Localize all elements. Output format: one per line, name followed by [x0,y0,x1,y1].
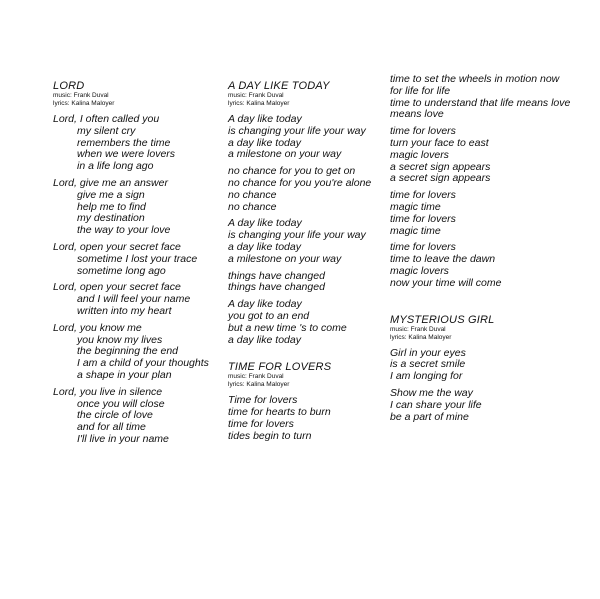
lyrics-credit: lyrics: Kalina Maloyer [228,381,290,389]
lyric-line: and for all time [77,421,146,434]
stanza [390,190,590,237]
lyric-line: Show me the way [390,386,473,399]
music-credit: music: Frank Duval [228,92,284,99]
stanza [53,178,223,237]
song-title: A DAY LIKE TODAY [228,80,330,92]
lyric-line: A day like today [228,113,302,125]
lyric-line: Lord, you know me [53,321,142,334]
lyric-line: a day like today [228,240,301,253]
lyric-line: time for lovers [390,241,456,254]
lyric-line: but a new time 's to come [228,321,347,334]
lyric-line: things have changed [228,281,325,294]
lyric-line: no chance [228,188,277,201]
stanza [53,323,223,382]
music-credit: music: Frank Duval [228,373,284,381]
song-title: LORD [53,80,85,92]
lyric-line: the beginning the end [77,345,179,358]
song-credits [53,92,223,108]
lyrics-credit: lyrics: Kalina Maloyer [53,100,115,107]
lyric-line: you know my lives [77,333,163,346]
lyric-line: A day like today [228,217,302,230]
lyric-line: time to understand that life means love [390,96,571,109]
song-credits [228,92,388,108]
lyric-line: turn your face to east [390,136,489,149]
lyric-line: a secret sign appears [390,160,491,173]
stanza [390,348,590,383]
song-title: MYSTERIOUS GIRL [390,313,495,326]
lyric-line: time for lovers [390,212,456,225]
stanza [228,114,388,161]
lyric-line: a milestone on your way [228,252,342,265]
lyric-line: Lord, you live in silence [53,385,163,398]
lyric-line: I can share your life [390,398,482,411]
lyric-line: a day like today [228,136,301,149]
lyric-line: I am a child of your thoughts [77,357,209,370]
music-credit: music: Frank Duval [53,92,109,99]
stanza [53,387,223,446]
lyric-line: give me a sign [77,188,145,201]
stanza [228,166,388,213]
lyric-line: no chance [228,200,277,213]
lyric-line: sometime long ago [77,264,166,277]
column-1 [53,80,223,451]
column-2 [228,80,388,448]
lyric-line: things have changed [228,269,325,282]
lyric-line: when we were lovers [77,148,176,161]
lyric-line: in a life long ago [77,160,154,173]
stanza [390,126,590,185]
lyric-line: help me to find [77,200,146,213]
song-credits [390,326,590,342]
lyrics-credit: lyrics: Kalina Maloyer [390,333,452,341]
column-3 [390,74,590,428]
lyric-line: time for hearts to burn [228,406,331,419]
lyric-line: a secret sign appears [390,172,491,185]
lyric-line: Time for lovers [228,394,298,407]
lyric-line: means love [390,108,444,121]
lyric-line: for life for life [390,84,451,97]
stanza [53,282,223,317]
lyric-line: the way to your love [77,224,171,237]
lyric-line: Lord, open your secret face [53,240,181,253]
lyric-line: A day like today [228,298,302,311]
stanza [228,299,388,346]
lyric-line: the circle of love [77,409,153,422]
lyric-line: time for lovers [390,189,456,202]
lyric-line: magic time [390,200,441,213]
lyric-line: no chance for you you're alone [228,176,372,189]
lyric-line: my silent cry [77,124,136,137]
music-credit: music: Frank Duval [390,325,446,333]
lyric-line: time for lovers [390,125,456,138]
lyric-line: a milestone on your way [228,148,342,161]
stanza [390,74,590,121]
lyric-line: a day like today [228,333,301,346]
lyric-line: Lord, give me an answer [53,176,168,189]
stanza [390,242,590,289]
song-credits [228,373,388,389]
song-a-day-like-today [228,80,388,346]
lyric-line: and I will feel your name [77,293,191,306]
stanza [228,395,388,442]
lyric-line: a shape in your plan [77,368,172,381]
song-time-for-lovers [228,361,388,442]
song-title: TIME FOR LOVERS [228,361,332,374]
song-time-for-lovers-continued [390,74,590,290]
stanza [390,388,590,423]
lyric-line: be a part of mine [390,410,469,423]
lyric-line: now your time will come [390,276,502,289]
lyric-line: I'll live in your name [77,432,169,445]
lyric-line: no chance for you to get on [228,165,356,178]
lyric-line: is changing your life your way [228,229,366,242]
lyric-line: my destination [77,212,145,225]
lyric-line: magic lovers [390,264,449,277]
lyric-line: Girl in your eyes [390,346,466,359]
stanza [53,114,223,173]
lyric-line: remembers the time [77,136,171,149]
lyric-line: I am longing for [390,370,463,383]
stanza [53,242,223,277]
lyric-line: Lord, I often called you [53,113,160,125]
lyric-line: is changing your life your way [228,124,366,137]
lyric-line: magic lovers [390,148,449,161]
lyric-line: magic time [390,224,441,237]
song-lord [53,80,223,446]
lyric-line: you got to an end [228,309,310,322]
stanza [228,271,388,295]
lyric-line: written into my heart [77,304,172,317]
lyric-line: time for lovers [228,417,294,430]
stanza [228,218,388,265]
lyric-line: time to set the wheels in motion now [390,73,560,85]
lyrics-credit: lyrics: Kalina Maloyer [228,100,290,107]
lyric-line: sometime I lost your trace [77,252,198,265]
lyric-line: Lord, open your secret face [53,281,181,294]
lyric-line: tides begin to turn [228,429,312,442]
lyric-line: once you will close [77,397,165,410]
song-mysterious-girl [390,314,590,424]
lyric-line: is a secret smile [390,358,466,371]
lyric-line: time to leave the dawn [390,253,496,266]
